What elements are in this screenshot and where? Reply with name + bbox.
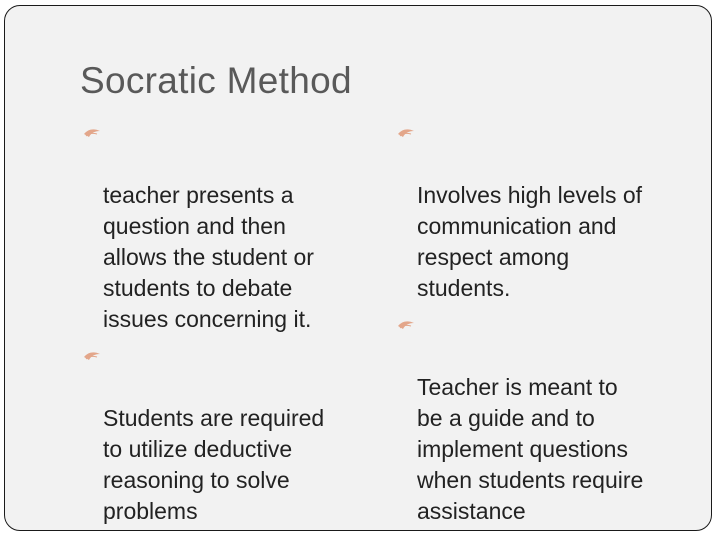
bullet-arrow-icon (83, 350, 101, 364)
left-column (83, 118, 368, 533)
bullet-text: Involves high levels of communication and respect among students. (417, 182, 643, 301)
bullet-item (83, 118, 368, 335)
bullet-item (397, 118, 697, 304)
right-column (397, 118, 697, 533)
bullet-text: teacher presents a question and then allows the student or students to debate issues concerning it. (103, 182, 314, 332)
bullet-text: Teacher is meant to be a guide and to implement questions when students require assistance (417, 374, 644, 524)
bullet-text: Students are required to utilize deductive reasoning to solve problems (103, 405, 325, 524)
bullet-arrow-icon (397, 127, 415, 141)
bullet-item (397, 310, 697, 527)
slide-title: Socratic Method (80, 60, 352, 101)
bullet-item (83, 341, 368, 527)
bullet-arrow-icon (83, 127, 101, 141)
bullet-arrow-icon (397, 319, 415, 333)
